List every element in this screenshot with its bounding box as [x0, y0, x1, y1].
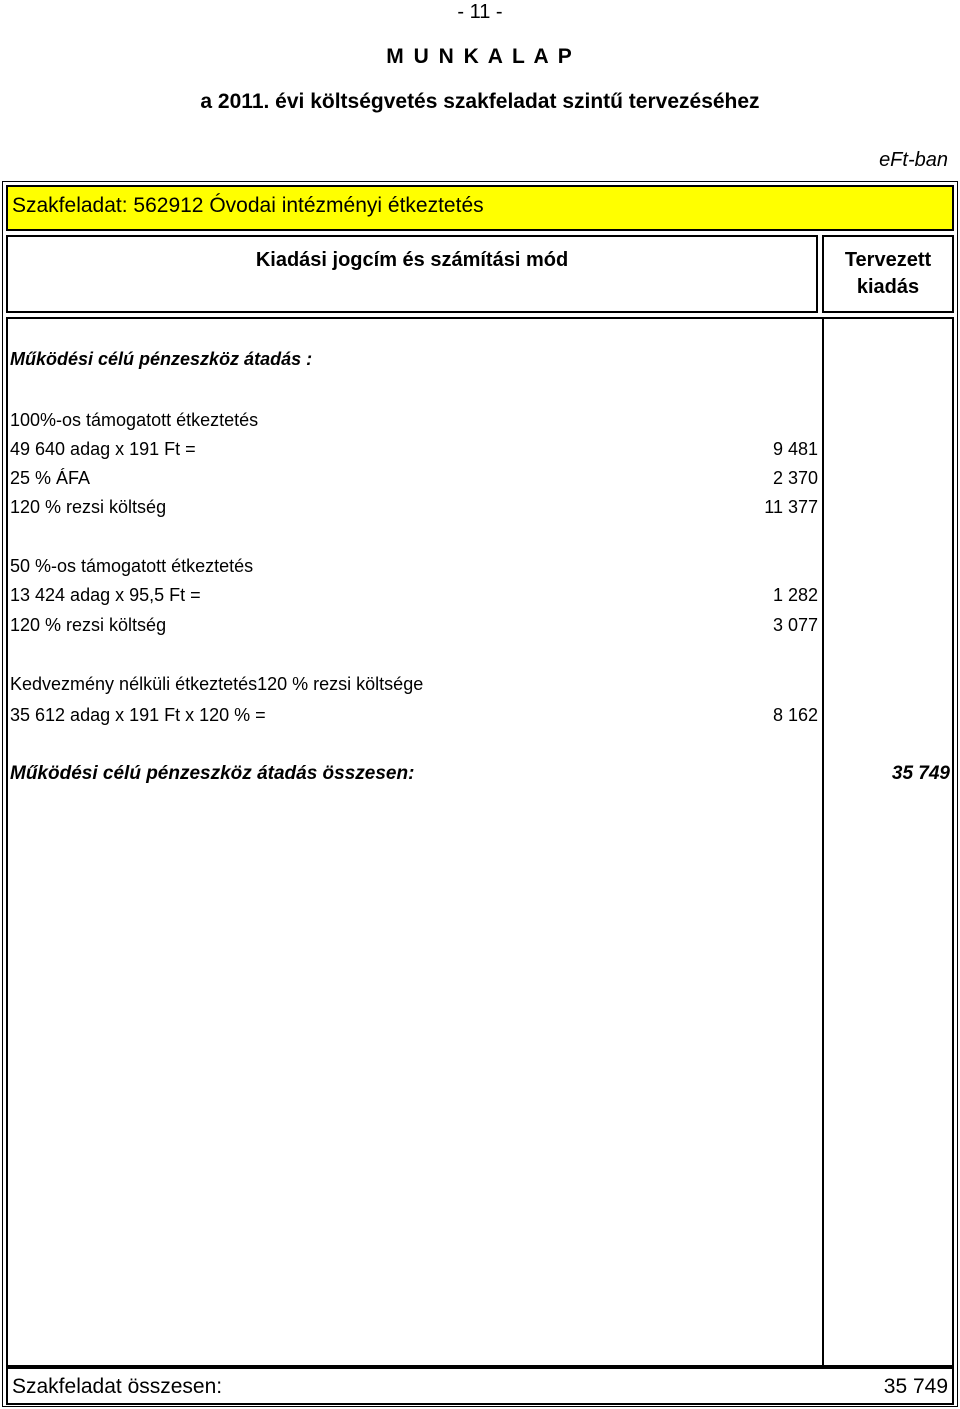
footer-total-value: 35 749 [883, 1375, 948, 1398]
table-body-left [6, 317, 822, 1367]
row-value: 2 370 [772, 468, 818, 488]
row-value: 3 077 [772, 615, 818, 635]
row-label: 13 424 adag x 95,5 Ft = [10, 585, 201, 605]
group-total-label: Működési célú pénzeszköz átadás összesen: [10, 763, 415, 784]
block-heading: Kedvezmény nélküli étkeztetés120 % rezsi költsége [10, 674, 424, 694]
row-label: 35 612 adag x 191 Ft x 120 % = [10, 705, 266, 725]
row-value: 1 282 [772, 585, 818, 605]
block-heading: 100%-os támogatott étkeztetés [10, 410, 259, 430]
footer-total-label: Szakfeladat összesen: [12, 1375, 223, 1398]
group-total-value: 35 749 [891, 763, 950, 784]
row-value: 11 377 [764, 497, 818, 517]
row-value: 9 481 [772, 439, 818, 459]
page-subtitle: a 2011. évi költségvetés szakfeladat szintű tervezéséhez [200, 90, 760, 113]
row-label: 25 % ÁFA [10, 468, 91, 488]
row-value: 8 162 [772, 705, 818, 725]
page-title: M U N K A L A P [386, 45, 574, 68]
column-header-planned-expense: Tervezett kiadás [844, 249, 932, 298]
group-heading: Működési célú pénzeszköz átadás : [10, 349, 313, 369]
row-label: 120 % rezsi költség [10, 497, 167, 517]
page-number: - 11 - [457, 1, 503, 23]
row-label: 120 % rezsi költség [10, 615, 167, 635]
section-label: Szakfeladat: 562912 Óvodai intézményi étkeztetés [12, 194, 484, 217]
row-label: 49 640 adag x 191 Ft = [10, 439, 196, 459]
unit-label: eFt-ban [879, 149, 948, 171]
block-heading: 50 %-os támogatott étkeztetés [10, 556, 254, 576]
table-body-right [822, 317, 954, 1367]
column-header-expense-type: Kiadási jogcím és számítási mód [255, 249, 569, 271]
